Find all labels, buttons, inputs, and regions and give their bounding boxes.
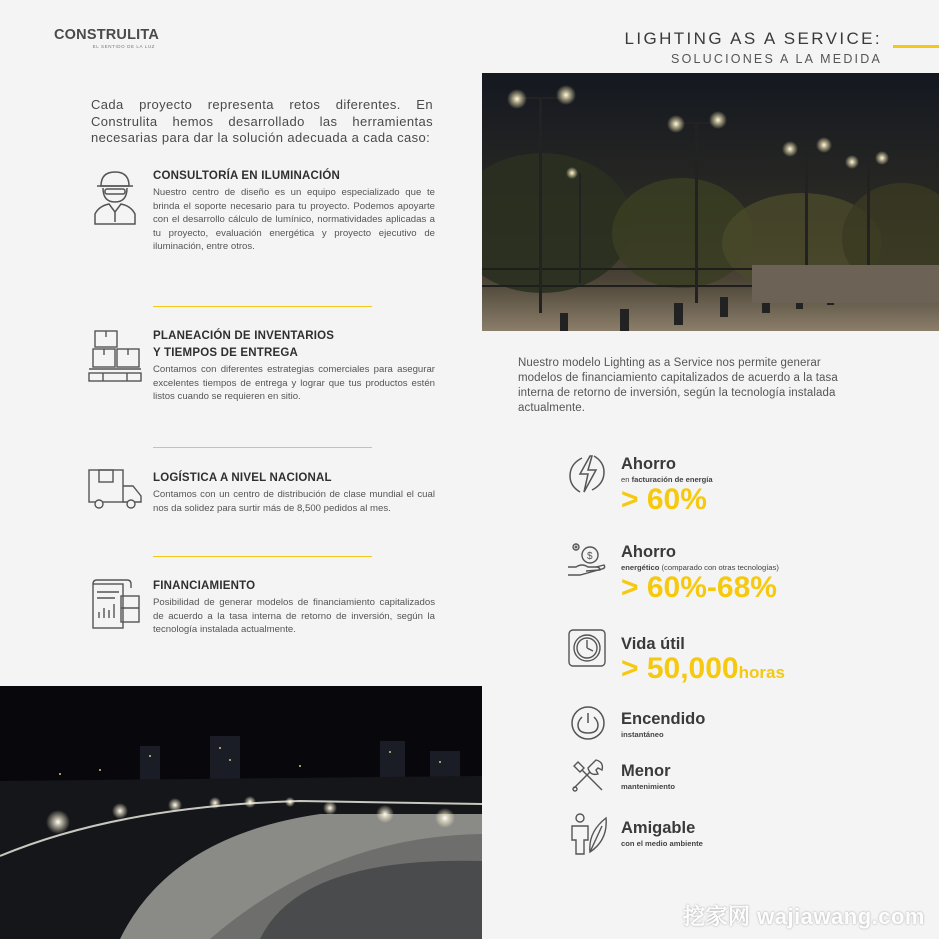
feature-value: > 60% — [621, 483, 707, 516]
feature-encendido — [621, 710, 705, 739]
service-title: PLANEACIÓN DE INVENTARIOS — [153, 330, 335, 342]
service-title: LOGÍSTICA A NIVEL NACIONAL — [153, 472, 332, 484]
feature-ahorro-facturacion — [621, 455, 713, 516]
feature-ahorro-energetico — [621, 543, 779, 604]
divider — [153, 447, 372, 448]
documents-icon — [87, 578, 143, 637]
divider — [153, 556, 372, 557]
service-logistica — [153, 470, 435, 515]
street-lights-illustration — [482, 73, 939, 331]
feature-value: > 50,000horas — [621, 652, 785, 685]
intro-paragraph: Cada proyecto representa retos diferentes. En Construlita hemos desarrollado las herramientas necesarias para dar la solución adecuada a cada caso: — [91, 97, 433, 145]
brand-tagline: EL SENTIDO DE LA LUZ — [92, 44, 156, 49]
service-title: FINANCIAMIENTO — [153, 580, 256, 592]
service-consultoria — [153, 168, 435, 254]
feature-value: > 60%-68% — [621, 571, 777, 604]
feature-title: Vida útil — [621, 635, 685, 653]
feature-subtitle: con el medio ambiente — [621, 839, 703, 848]
service-body: Posibilidad de generar modelos de financiamiento capitalizados de acuerdo a la tasa interna de retorno de inversión, según la tecnología instalada actualmente. — [153, 597, 435, 636]
service-body: Contamos con un centro de distribución de clase mundial el cual nos da solidez para surtir más de 8,500 pedidos al mes. — [153, 489, 435, 514]
feature-title: Amigable — [621, 819, 696, 837]
service-body: Contamos con diferentes estrategias comerciales para asegurar excelentes tiempos de entrega y lograr que tus productos estén listos cuando se requieren en sitio. — [153, 364, 435, 403]
feature-title: Menor — [621, 762, 671, 780]
money-hand-icon — [566, 541, 608, 582]
feature-subtitle: instantáneo — [621, 730, 664, 739]
feature-title: Encendido — [621, 710, 706, 728]
service-title: CONSULTORÍA EN ILUMINACIÓN — [153, 170, 341, 182]
service-planeacion — [153, 328, 435, 404]
feature-title: Ahorro — [621, 455, 676, 473]
engineer-icon — [91, 166, 139, 231]
feature-unit: horas — [738, 663, 785, 682]
street-lights-photo — [482, 73, 939, 331]
page-header — [624, 29, 882, 66]
feature-menor — [621, 762, 675, 791]
power-icon — [570, 705, 606, 746]
divider — [153, 306, 372, 307]
clock-icon — [567, 628, 607, 673]
service-body: Nuestro centro de diseño es un equipo especializado que te brinda el soporte necesario para tu proyecto. Podemos apoyarte con el desarrollo cálculo de lumínico, normatividades aplicadas a tu proyecto, evaluación energética y proyecto ejecutivo de iluminación, entre otros. — [153, 187, 435, 253]
watermark: 挖家网 wajiawang.com — [683, 904, 925, 929]
feature-subtitle: en facturación de energía — [621, 475, 713, 484]
tools-icon — [570, 758, 606, 799]
feature-amigable — [621, 819, 703, 848]
service-title-line2: Y TIEMPOS DE ENTREGA — [153, 347, 299, 359]
feature-title: Ahorro — [621, 543, 676, 561]
highway-photo — [0, 686, 482, 939]
lightning-bolt-icon — [568, 452, 606, 501]
truck-icon — [87, 466, 143, 517]
right-paragraph: Nuestro modelo Lighting as a Service nos permite generar modelos de financiamiento capitalizados de acuerdo a la tasa interna de retorno de inversión, según la tecnología instalada actualmente. — [518, 357, 838, 414]
boxes-icon — [87, 329, 143, 390]
service-financiamiento — [153, 578, 435, 637]
feature-subtitle: energético (comparado con otras tecnologías) — [621, 563, 779, 572]
feature-vida-util — [621, 635, 785, 689]
header-accent-line — [893, 45, 939, 48]
page-title: LIGHTING AS A SERVICE: — [624, 29, 882, 48]
brand-logo — [54, 27, 159, 49]
brand-name: CONSTRULITA — [54, 27, 160, 43]
svg-text:$: $ — [587, 551, 593, 562]
eco-person-icon — [568, 812, 608, 861]
feature-subtitle: mantenimiento — [621, 782, 676, 791]
highway-illustration — [0, 686, 482, 939]
page-subtitle: SOLUCIONES A LA MEDIDA — [671, 52, 882, 66]
